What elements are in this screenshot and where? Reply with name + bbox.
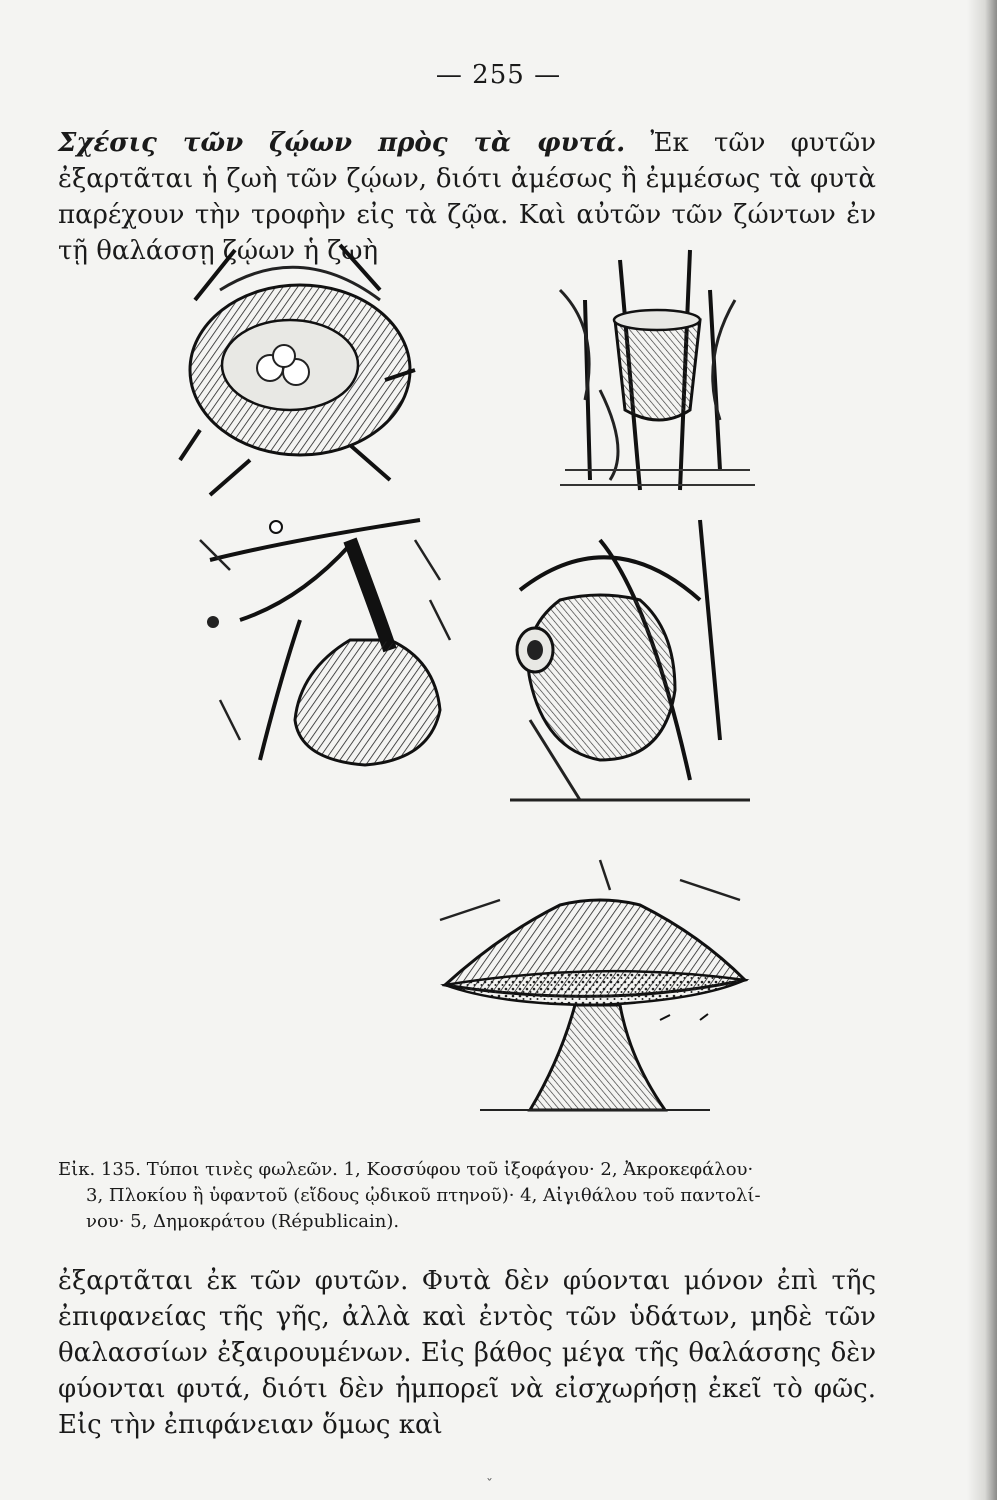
nest-1-blackbird xyxy=(180,245,415,495)
caption-line-2: 3, Πλοκίου ἢ ὑφαντοῦ (εἴδους ᾠδικοῦ πτηνοῦ)· 4, Αἰγιθάλου τοῦ παντολί- xyxy=(86,1185,761,1206)
figure-caption xyxy=(58,1157,876,1235)
caption-line-1-text: Τύποι τινὲς φωλεῶν. 1, Κοσσύφου τοῦ ἰξοφάγου· 2, Ἀκροκεφάλου· xyxy=(140,1159,754,1180)
nest-2-reed-warbler xyxy=(560,250,755,490)
top-paragraph xyxy=(58,125,876,269)
bottom-paragraph: ἐξαρτᾶται ἐκ τῶν φυτῶν. Φυτὰ δὲν φύονται μόνον ἐπὶ τῆς ἐπιφανείας τῆς γῆς, ἀλλὰ καὶ ἐντὸς τῶν ὑδάτων, μηδὲ τῶν θαλασσίων ἐξαιρουμένων. Εἰς βάθος μέγα τῆς θαλάσσης δὲν φύονται φυτά, διότι δὲν ἠμπορεῖ νὰ εἰσχωρήσῃ ἐκεῖ τὸ φῶς. Εἰς τὴν ἐπιφάνειαν ὅμως καὶ xyxy=(58,1266,876,1440)
page-edge-shadow xyxy=(967,0,997,1500)
nest-5-sociable-weaver xyxy=(440,860,745,1110)
page-mark: ˇ xyxy=(486,1477,493,1493)
section-heading: Σχέσις τῶν ζῴων πρὸς τὰ φυτά. xyxy=(58,128,626,158)
top-paragraph-text: Ἐκ τῶν φυτῶν ἐξαρτᾶται ἡ ζωὴ τῶν ζῴων, διότι ἀμέσως ἢ ἐμμέσως τὰ φυτὰ παρέχουν τὴν τροφὴν εἰς τὰ ζῷα. Καὶ αὐτῶν τῶν ζώντων ἐν τῇ θαλάσσῃ ζῴων ἡ ζωὴ xyxy=(58,128,876,266)
nest-3-weaver xyxy=(200,520,450,765)
page-number: — 255 — xyxy=(435,60,562,90)
caption-line-3: νου· 5, Δημοκράτου (Républicain). xyxy=(86,1211,400,1232)
nest-4-penduline-tit xyxy=(510,520,750,800)
caption-line-1 xyxy=(58,1157,876,1183)
caption-label: Εἰκ. 135. xyxy=(58,1159,141,1180)
